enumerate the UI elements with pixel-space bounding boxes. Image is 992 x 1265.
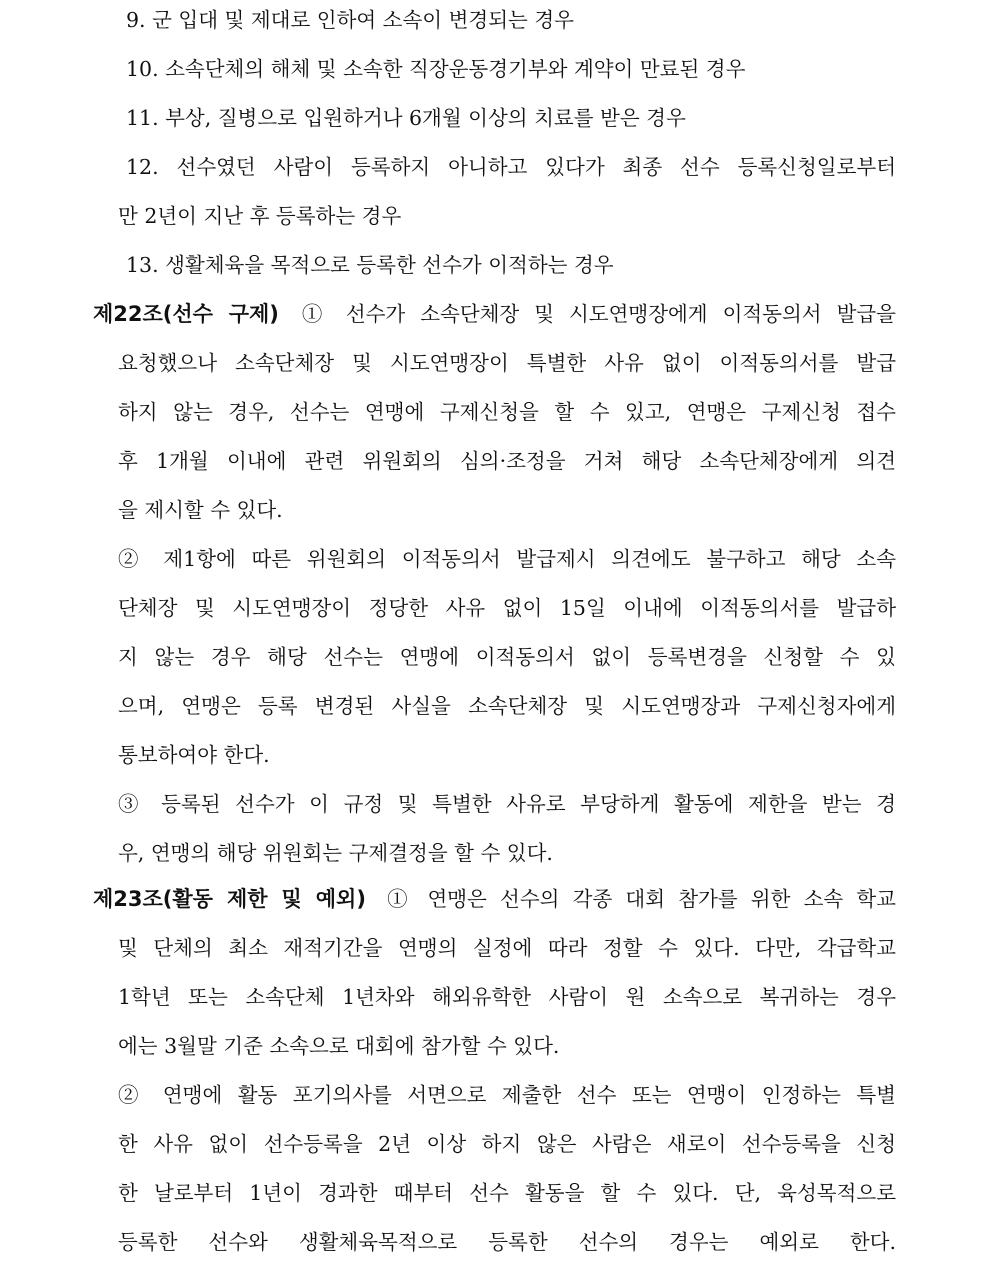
article-22-para1-line-1: ① 선수가 소속단체장 및 시도연맹장에게 이적동의서 발급을 bbox=[301, 302, 896, 326]
article-22-title: 제22조(선수 구제) bbox=[93, 302, 279, 326]
article-23-para2-line-4: 등록한 선수와 생활체육목적으로 등록한 선수의 경우는 예외로 한다. bbox=[118, 1230, 896, 1254]
article-23-para1-line-3: 1학년 또는 소속단체 1년차와 해외유학한 사람이 원 소속으로 복귀하는 경우 bbox=[118, 985, 896, 1009]
article-22-para2-line-3: 지 않는 경우 해당 선수는 연맹에 이적동의서 없이 등록변경을 신청할 수 있 bbox=[118, 645, 896, 669]
article-23-first-line bbox=[93, 884, 896, 914]
article-22-para2-line-2: 단체장 및 시도연맹장이 정당한 사유 없이 15일 이내에 이적동의서를 발급하 bbox=[118, 596, 896, 620]
article-23-para1-line-4: 에는 3월말 기준 소속으로 대회에 참가할 수 있다. bbox=[118, 1034, 560, 1058]
item-9: 9. 군 입대 및 제대로 인하여 소속이 변경되는 경우 bbox=[126, 8, 574, 32]
article-22-para1-line-5: 을 제시할 수 있다. bbox=[118, 498, 283, 522]
article-22-para1-line-3: 하지 않는 경우, 선수는 연맹에 구제신청을 할 수 있고, 연맹은 구제신청 접수 bbox=[118, 400, 896, 424]
article-23-para1-line-2: 및 단체의 최소 재적기간을 연맹의 실정에 따라 정할 수 있다. 다만, 각급학교 bbox=[118, 936, 896, 960]
article-23-para2-line-3: 한 날로부터 1년이 경과한 때부터 선수 활동을 할 수 있다. 단, 육성목적으로 bbox=[118, 1181, 896, 1205]
article-22-para2-line-4: 으며, 연맹은 등록 변경된 사실을 소속단체장 및 시도연맹장과 구제신청자에게 bbox=[118, 694, 896, 718]
item-11: 11. 부상, 질병으로 입원하거나 6개월 이상의 치료를 받은 경우 bbox=[126, 106, 686, 130]
article-23-para2-line-1: ② 연맹에 활동 포기의사를 서면으로 제출한 선수 또는 연맹이 인정하는 특별 bbox=[118, 1083, 896, 1107]
article-23-title: 제23조(활동 제한 및 예외) bbox=[93, 887, 366, 911]
item-12-line-2: 만 2년이 지난 후 등록하는 경우 bbox=[118, 204, 402, 228]
article-22-first-line bbox=[93, 299, 896, 329]
item-12-line-1: 12. 선수였던 사람이 등록하지 아니하고 있다가 최종 선수 등록신청일로부터 bbox=[126, 155, 896, 179]
article-22-para3-line-2: 우, 연맹의 해당 위원회는 구제결정을 할 수 있다. bbox=[118, 841, 553, 865]
article-23-para1-line-1: ① 연맹은 선수의 각종 대회 참가를 위한 소속 학교 bbox=[387, 887, 896, 911]
article-22-para2-line-1: ② 제1항에 따른 위원회의 이적동의서 발급제시 의견에도 불구하고 해당 소속 bbox=[118, 547, 896, 571]
article-22-para2-line-5: 통보하여야 한다. bbox=[118, 743, 270, 767]
article-22-para1-line-4: 후 1개월 이내에 관련 위원회의 심의·조정을 거쳐 해당 소속단체장에게 의견 bbox=[118, 449, 896, 473]
article-22-para1-line-2: 요청했으나 소속단체장 및 시도연맹장이 특별한 사유 없이 이적동의서를 발급 bbox=[118, 351, 896, 375]
article-23-para2-line-2: 한 사유 없이 선수등록을 2년 이상 하지 않은 사람은 새로이 선수등록을 신청 bbox=[118, 1132, 896, 1156]
item-13: 13. 생활체육을 목적으로 등록한 선수가 이적하는 경우 bbox=[126, 253, 614, 277]
article-22-para3-line-1: ③ 등록된 선수가 이 규정 및 특별한 사유로 부당하게 활동에 제한을 받는 경 bbox=[118, 792, 896, 816]
item-10: 10. 소속단체의 해체 및 소속한 직장운동경기부와 계약이 만료된 경우 bbox=[126, 57, 746, 81]
